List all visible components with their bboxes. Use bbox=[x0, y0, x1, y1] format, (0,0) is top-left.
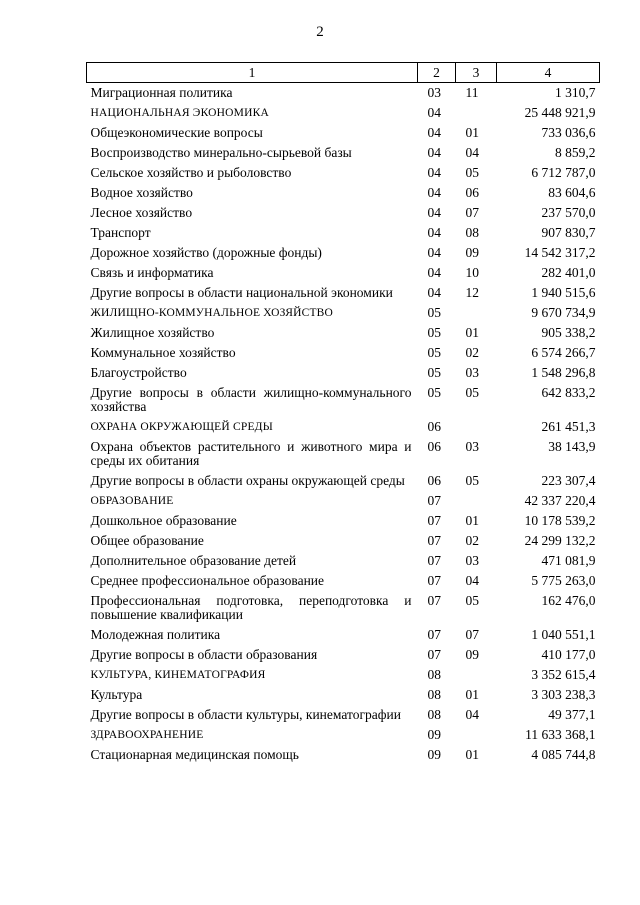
table-row bbox=[87, 143, 600, 163]
row-name: ОБРАЗОВАНИЕ bbox=[90, 495, 174, 507]
row-amount: 38 143,9 bbox=[548, 439, 596, 454]
row-amount: 1 310,7 bbox=[555, 85, 596, 100]
table-row bbox=[87, 163, 600, 183]
row-section-code: 05 bbox=[427, 345, 441, 360]
table-header-row bbox=[87, 63, 600, 83]
table-row bbox=[87, 511, 600, 531]
row-subsection-code: 01 bbox=[465, 687, 479, 702]
row-amount: 83 604,6 bbox=[548, 185, 596, 200]
header-col-amount: 4 bbox=[497, 63, 600, 83]
row-amount: 8 859,2 bbox=[555, 145, 596, 160]
row-name: Дополнительное образование детей bbox=[90, 553, 297, 568]
table-row bbox=[87, 437, 600, 471]
row-section-code: 04 bbox=[427, 165, 441, 180]
table-row bbox=[87, 417, 600, 437]
table-row bbox=[87, 123, 600, 143]
row-subsection-code: 01 bbox=[465, 325, 479, 340]
row-name: Водное хозяйство bbox=[90, 185, 193, 200]
row-section-code: 07 bbox=[427, 493, 441, 508]
row-name: ЖИЛИЩНО-КОММУНАЛЬНОЕ ХОЗЯЙСТВО bbox=[90, 307, 334, 319]
row-section-code: 04 bbox=[427, 205, 441, 220]
header-col-name: 1 bbox=[87, 63, 418, 83]
row-amount: 223 307,4 bbox=[541, 473, 596, 488]
header-col-section: 2 bbox=[418, 63, 456, 83]
row-section-code: 04 bbox=[427, 245, 441, 260]
budget-table bbox=[86, 62, 600, 765]
row-name: Дорожное хозяйство (дорожные фонды) bbox=[90, 245, 322, 260]
row-name: Охрана объектов растительного и животного мира и среды их обитания bbox=[90, 439, 412, 468]
row-name: Общеэкономические вопросы bbox=[90, 125, 263, 140]
header-col-subsection: 3 bbox=[456, 63, 497, 83]
row-subsection-code: 01 bbox=[465, 513, 479, 528]
row-section-code: 04 bbox=[427, 145, 441, 160]
row-subsection-code: 05 bbox=[465, 473, 479, 488]
row-section-code: 06 bbox=[427, 439, 441, 454]
row-name: Дошкольное образование bbox=[90, 513, 237, 528]
table-row bbox=[87, 725, 600, 745]
row-amount: 1 040 551,1 bbox=[531, 627, 596, 642]
table-row bbox=[87, 343, 600, 363]
row-section-code: 03 bbox=[427, 85, 441, 100]
row-amount: 42 337 220,4 bbox=[524, 493, 596, 508]
row-section-code: 07 bbox=[427, 533, 441, 548]
table-row bbox=[87, 491, 600, 511]
row-subsection-code bbox=[456, 103, 497, 123]
table-row bbox=[87, 471, 600, 491]
row-amount: 5 775 263,0 bbox=[531, 573, 596, 588]
table-row bbox=[87, 685, 600, 705]
row-section-code: 07 bbox=[427, 553, 441, 568]
table-row bbox=[87, 323, 600, 343]
row-amount: 905 338,2 bbox=[541, 325, 596, 340]
row-section-code: 04 bbox=[427, 265, 441, 280]
row-amount: 6 574 266,7 bbox=[531, 345, 596, 360]
table-row bbox=[87, 203, 600, 223]
page-number: 2 bbox=[316, 24, 324, 40]
row-subsection-code: 10 bbox=[465, 265, 479, 280]
row-name: КУЛЬТУРА, КИНЕМАТОГРАФИЯ bbox=[90, 669, 266, 681]
row-amount: 410 177,0 bbox=[541, 647, 596, 662]
row-amount: 1 940 515,6 bbox=[531, 285, 596, 300]
table-row bbox=[87, 625, 600, 645]
row-amount: 642 833,2 bbox=[541, 385, 596, 400]
row-name: ОХРАНА ОКРУЖАЮЩЕЙ СРЕДЫ bbox=[90, 421, 273, 433]
row-name: Воспроизводство минерально-сырьевой базы bbox=[90, 145, 352, 160]
row-name: Транспорт bbox=[90, 225, 151, 240]
table-body bbox=[87, 83, 600, 766]
row-name: Другие вопросы в области национальной экономики bbox=[90, 285, 393, 300]
row-section-code: 07 bbox=[427, 573, 441, 588]
row-name: Другие вопросы в области культуры, кинематографии bbox=[90, 707, 401, 722]
row-amount: 1 548 296,8 bbox=[531, 365, 596, 380]
row-subsection-code: 02 bbox=[465, 345, 479, 360]
row-subsection-code bbox=[456, 665, 497, 685]
row-subsection-code: 06 bbox=[465, 185, 479, 200]
row-amount: 261 451,3 bbox=[541, 419, 596, 434]
row-amount: 733 036,6 bbox=[541, 125, 596, 140]
table-row bbox=[87, 363, 600, 383]
row-amount: 11 633 368,1 bbox=[525, 727, 596, 742]
row-amount: 14 542 317,2 bbox=[524, 245, 596, 260]
row-section-code: 08 bbox=[427, 667, 441, 682]
table-row bbox=[87, 243, 600, 263]
row-subsection-code: 11 bbox=[465, 85, 479, 100]
row-section-code: 08 bbox=[427, 687, 441, 702]
row-name: Другие вопросы в области жилищно-коммунального хозяйства bbox=[90, 385, 412, 414]
row-subsection-code: 07 bbox=[465, 627, 479, 642]
row-section-code: 04 bbox=[427, 225, 441, 240]
row-name: Благоустройство bbox=[90, 365, 187, 380]
row-name: Коммунальное хозяйство bbox=[90, 345, 236, 360]
row-subsection-code: 02 bbox=[465, 533, 479, 548]
row-subsection-code: 07 bbox=[465, 205, 479, 220]
row-section-code: 05 bbox=[427, 365, 441, 380]
row-subsection-code: 04 bbox=[465, 707, 479, 722]
row-subsection-code bbox=[456, 417, 497, 437]
row-name: ЗДРАВООХРАНЕНИЕ bbox=[90, 729, 204, 741]
row-subsection-code bbox=[456, 725, 497, 745]
row-subsection-code: 05 bbox=[465, 165, 479, 180]
table-row bbox=[87, 383, 600, 417]
row-name: Культура bbox=[90, 687, 143, 702]
row-subsection-code: 03 bbox=[465, 553, 479, 568]
table-row bbox=[87, 283, 600, 303]
row-section-code: 05 bbox=[427, 305, 441, 320]
row-name: Общее образование bbox=[90, 533, 204, 548]
row-subsection-code: 04 bbox=[465, 573, 479, 588]
row-section-code: 04 bbox=[427, 105, 441, 120]
row-name: Сельское хозяйство и рыболовство bbox=[90, 165, 292, 180]
row-name: Среднее профессиональное образование bbox=[90, 573, 325, 588]
row-section-code: 06 bbox=[427, 419, 441, 434]
row-amount: 907 830,7 bbox=[541, 225, 596, 240]
row-amount: 162 476,0 bbox=[541, 593, 596, 608]
row-subsection-code: 01 bbox=[465, 125, 479, 140]
table-row bbox=[87, 223, 600, 243]
table-row bbox=[87, 705, 600, 725]
table-row bbox=[87, 183, 600, 203]
row-amount: 10 178 539,2 bbox=[524, 513, 596, 528]
row-section-code: 07 bbox=[427, 593, 441, 608]
row-amount: 237 570,0 bbox=[541, 205, 596, 220]
row-subsection-code: 03 bbox=[465, 439, 479, 454]
row-section-code: 09 bbox=[427, 747, 441, 762]
row-section-code: 07 bbox=[427, 513, 441, 528]
table-row bbox=[87, 103, 600, 123]
row-amount: 6 712 787,0 bbox=[531, 165, 596, 180]
row-subsection-code: 04 bbox=[465, 145, 479, 160]
row-amount: 3 303 238,3 bbox=[531, 687, 596, 702]
row-name: Жилищное хозяйство bbox=[90, 325, 215, 340]
row-section-code: 08 bbox=[427, 707, 441, 722]
row-section-code: 09 bbox=[427, 727, 441, 742]
table-row bbox=[87, 745, 600, 765]
row-section-code: 04 bbox=[427, 185, 441, 200]
table-row bbox=[87, 303, 600, 323]
table-row bbox=[87, 263, 600, 283]
row-subsection-code: 05 bbox=[465, 593, 479, 608]
row-section-code: 05 bbox=[427, 385, 441, 400]
row-amount: 24 299 132,2 bbox=[524, 533, 596, 548]
row-amount: 4 085 744,8 bbox=[531, 747, 596, 762]
row-section-code: 04 bbox=[427, 285, 441, 300]
table-row bbox=[87, 645, 600, 665]
row-name: Профессиональная подготовка, переподготовка и повышение квалификации bbox=[90, 593, 412, 622]
table-row bbox=[87, 591, 600, 625]
row-subsection-code bbox=[456, 303, 497, 323]
row-name: Связь и информатика bbox=[90, 265, 214, 280]
row-name: Лесное хозяйство bbox=[90, 205, 193, 220]
row-amount: 25 448 921,9 bbox=[524, 105, 596, 120]
row-section-code: 05 bbox=[427, 325, 441, 340]
row-subsection-code: 12 bbox=[465, 285, 479, 300]
row-subsection-code: 01 bbox=[465, 747, 479, 762]
row-section-code: 04 bbox=[427, 125, 441, 140]
row-name: НАЦИОНАЛЬНАЯ ЭКОНОМИКА bbox=[90, 107, 269, 119]
row-name: Миграционная политика bbox=[90, 85, 233, 100]
row-subsection-code: 03 bbox=[465, 365, 479, 380]
row-subsection-code bbox=[456, 491, 497, 511]
row-subsection-code: 05 bbox=[465, 385, 479, 400]
row-name: Стационарная медицинская помощь bbox=[90, 747, 299, 762]
row-amount: 49 377,1 bbox=[548, 707, 596, 722]
row-section-code: 07 bbox=[427, 627, 441, 642]
row-subsection-code: 09 bbox=[465, 245, 479, 260]
row-name: Другие вопросы в области охраны окружающей среды bbox=[90, 473, 405, 488]
table-row bbox=[87, 551, 600, 571]
table-row bbox=[87, 665, 600, 685]
row-amount: 282 401,0 bbox=[541, 265, 596, 280]
row-subsection-code: 09 bbox=[465, 647, 479, 662]
row-amount: 3 352 615,4 bbox=[531, 667, 596, 682]
row-amount: 471 081,9 bbox=[541, 553, 596, 568]
table-row bbox=[87, 571, 600, 591]
row-subsection-code: 08 bbox=[465, 225, 479, 240]
row-section-code: 06 bbox=[427, 473, 441, 488]
table-row bbox=[87, 531, 600, 551]
row-name: Другие вопросы в области образования bbox=[90, 647, 318, 662]
row-amount: 9 670 734,9 bbox=[531, 305, 596, 320]
row-section-code: 07 bbox=[427, 647, 441, 662]
table-row bbox=[87, 83, 600, 104]
row-name: Молодежная политика bbox=[90, 627, 221, 642]
